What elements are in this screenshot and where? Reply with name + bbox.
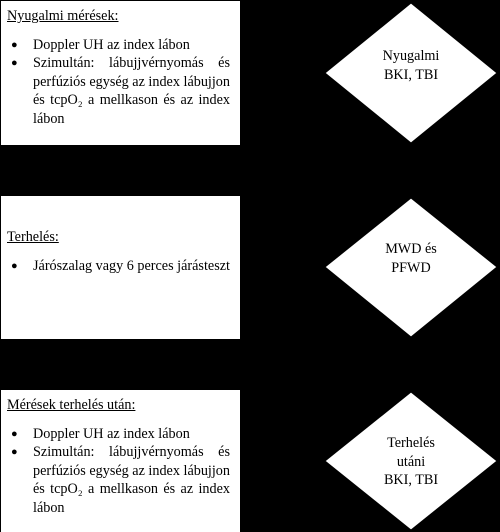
box-post-exercise-measurements	[1, 390, 240, 532]
box-title: Nyugalmi mérések:	[7, 8, 119, 24]
bullet-list	[7, 257, 230, 276]
diamond-resting-result	[323, 1, 499, 145]
list-item: ● Járószalag vagy 6 perces járásteszt	[11, 257, 230, 274]
bullet-icon: ●	[11, 427, 18, 440]
diamond-label: Terhelés utáni BKI, TBI	[383, 435, 439, 489]
box-exercise	[1, 196, 240, 339]
bullet-icon: ●	[11, 446, 18, 459]
diamond-label: MWD és PFWD	[385, 241, 437, 276]
list-item: ● Doppler UH az index lábon	[11, 36, 190, 53]
box-title: Mérések terhelés után:	[7, 397, 136, 413]
bullet-icon: ●	[11, 38, 18, 51]
list-item: ● Szimultán: lábujjvérnyomás és perfúziós egység az index lábujjon és tcpO₂ a mellkason és az index lábon	[11, 444, 230, 516]
bullet-list	[7, 425, 230, 518]
diamond-label: Nyugalmi BKI, TBI	[382, 48, 440, 83]
diamond-post-exercise-result	[323, 390, 499, 532]
list-item: ● Doppler UH az index lábon	[11, 425, 190, 442]
box-resting-measurements	[1, 1, 240, 145]
diamond-exercise-result	[323, 196, 499, 339]
bullet-icon: ●	[11, 57, 18, 70]
bullet-icon: ●	[11, 259, 18, 272]
bullet-list	[7, 36, 230, 129]
box-title: Terhelés:	[7, 229, 59, 245]
list-item: ● Szimultán: lábujjvérnyomás és perfúziós egység az index lábujjon és tcpO₂ a mellkason és az index lábon	[11, 55, 230, 127]
